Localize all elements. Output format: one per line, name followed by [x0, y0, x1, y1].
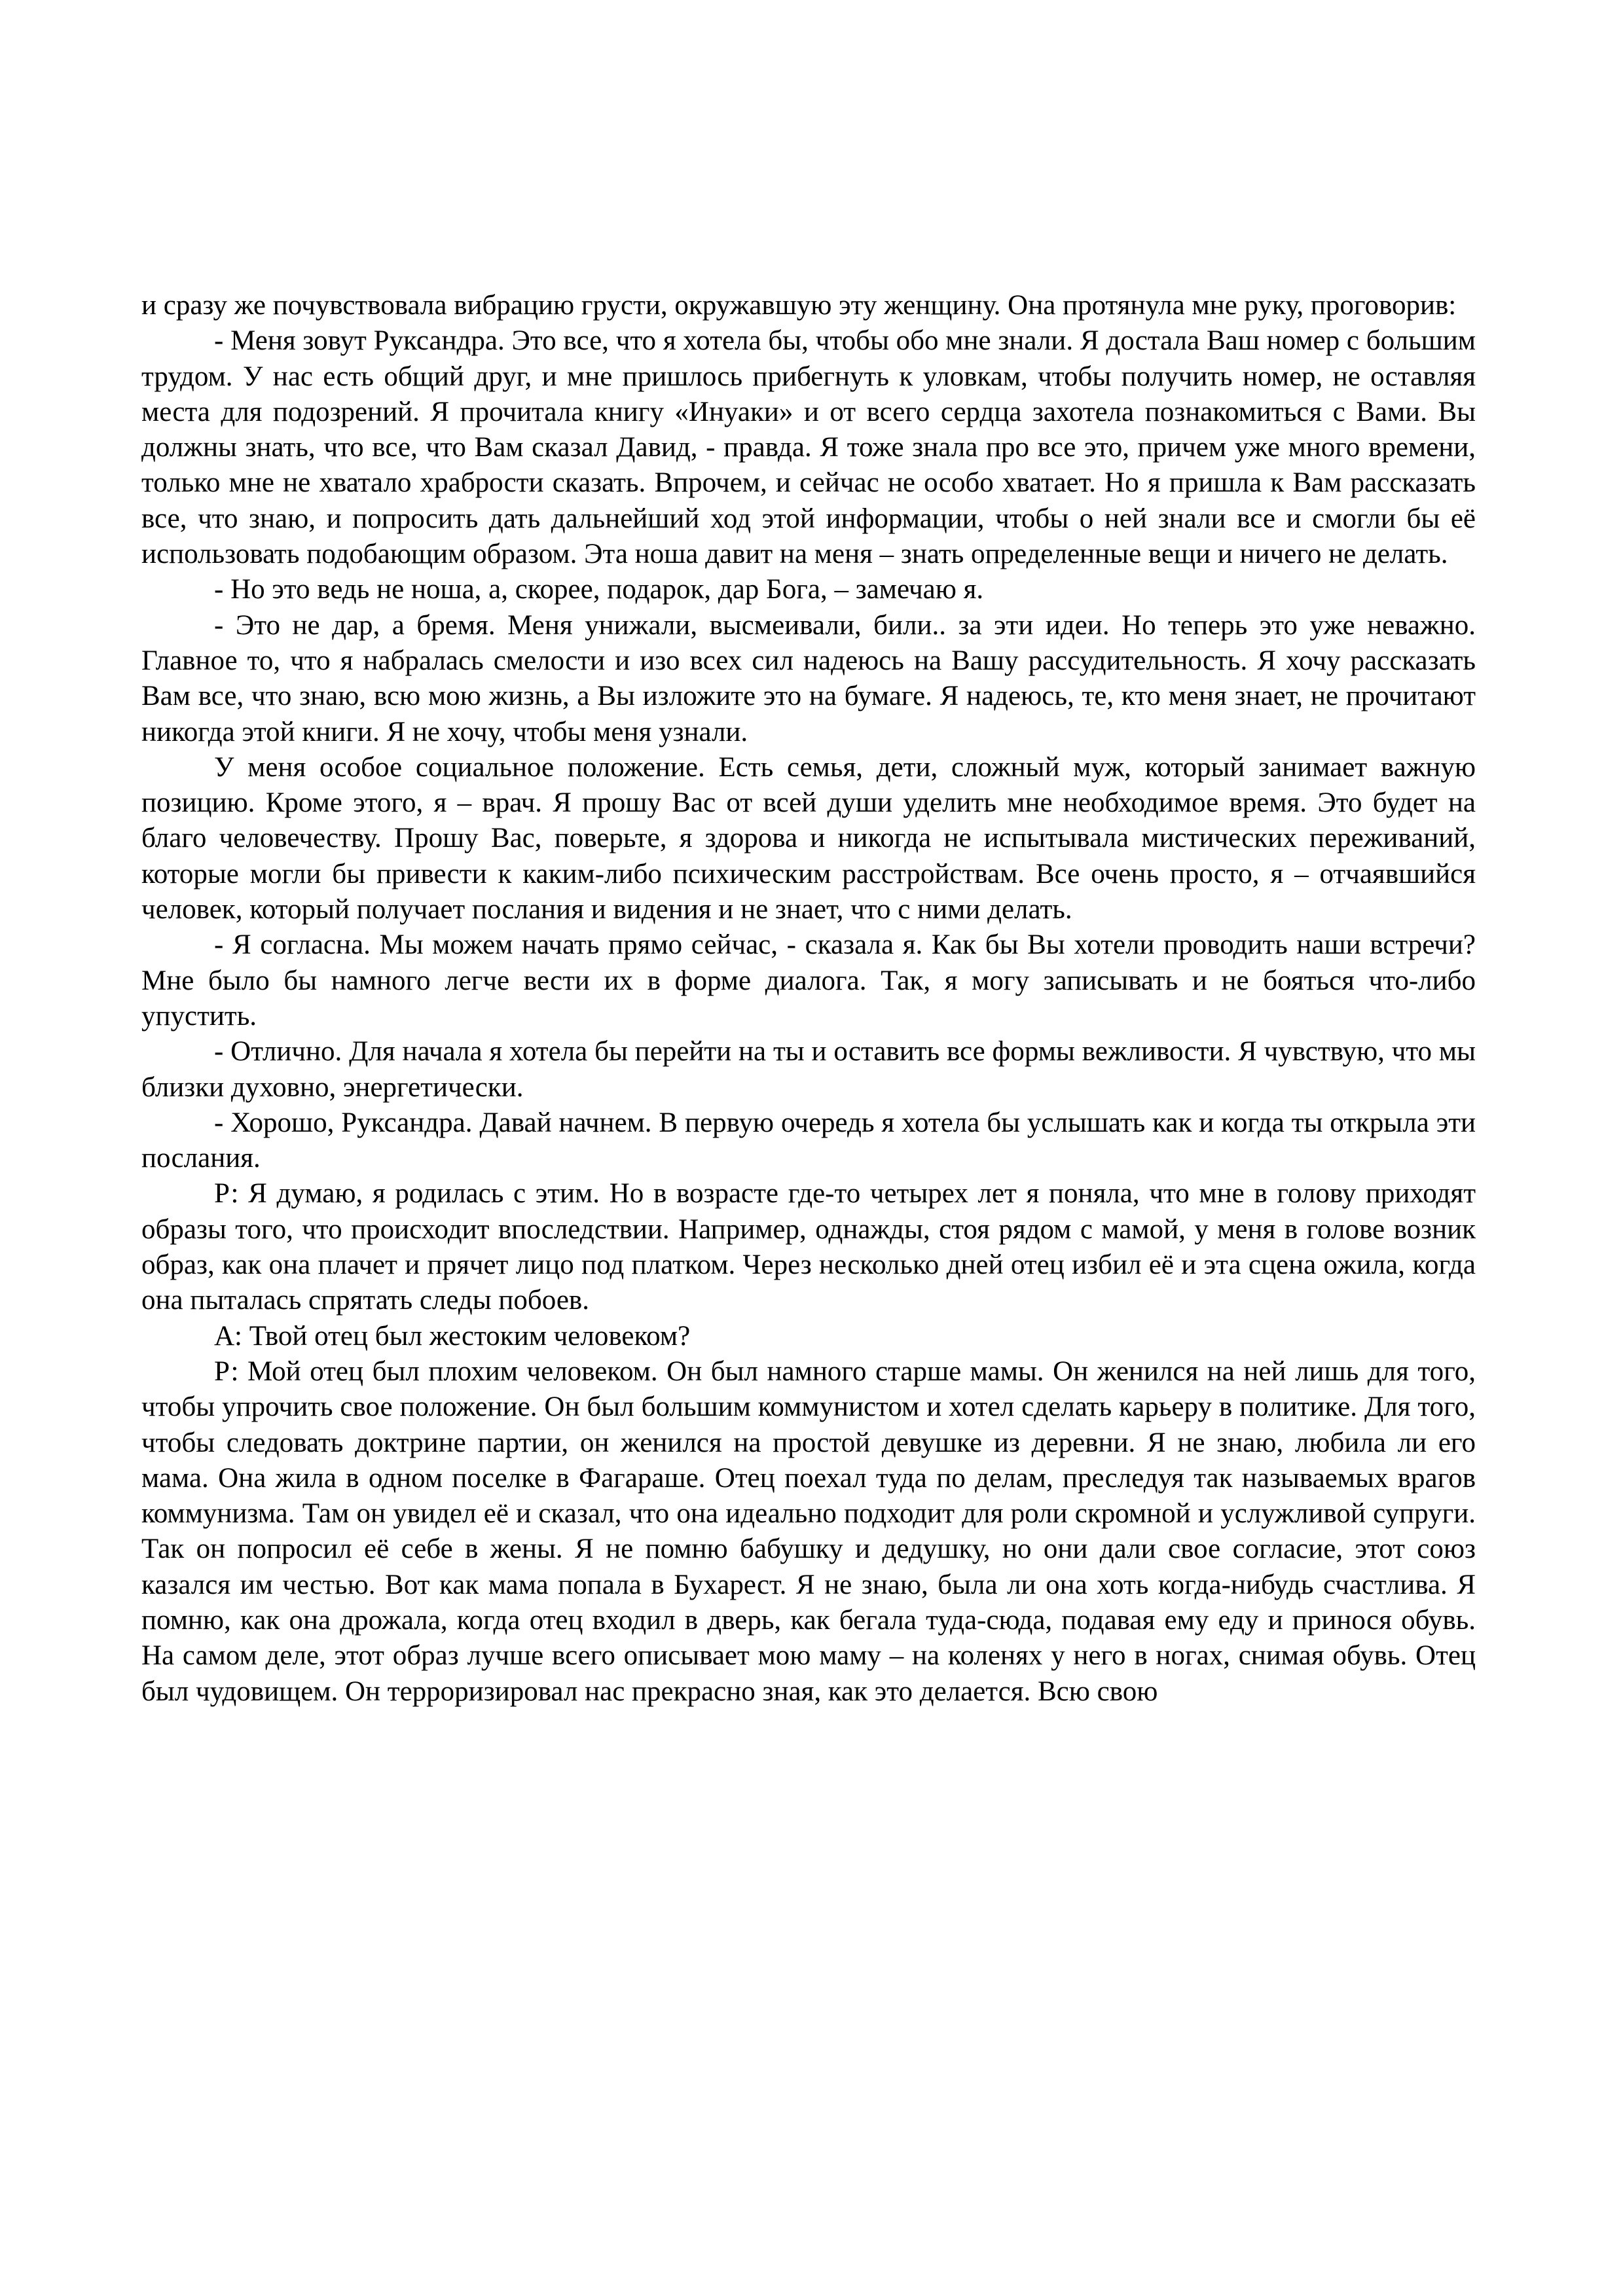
paragraph-2: - Меня зовут Руксандра. Это все, что я хотела бы, чтобы обо мне знали. Я достала Ваш номер с большим трудом. У нас есть общий друг, и мне пришлось прибегнуть к уловкам, чтобы получить номер, не оставляя места для подозрений. Я прочитала книгу «Инуаки» и от всего сердца захотела познакомиться с Вами. Вы должны знать, что все, что Вам сказал Давид, - правда. Я тоже знала про все это, причем уже много времени, только мне не хватало храбрости сказать. Впрочем, и сейчас не особо хватает. Но я пришла к Вам рассказать все, что знаю, и попросить дать дальнейший ход этой информации, чтобы о ней знали все и смогли бы её использовать подобающим образом. Эта ноша давит на меня – знать определенные вещи и ничего не делать. — [141, 325, 1476, 570]
paragraph-5: У меня особое социальное положение. Есть семья, дети, сложный муж, который занимает важную позицию. Кроме этого, я – врач. Я прошу Вас от всей души уделить мне необходимое время. Это будет на благо человечеству. Прошу Вас, поверьте, я здорова и никогда не испытывала мистических переживаний, которые могли бы привести к каким-либо психическим расстройствам. Все очень просто, я – отчаявшийся человек, который получает послания и видения и не знает, что с ними делать. — [141, 751, 1476, 925]
paragraph-8: - Хорошо, Руксандра. Давай начнем. В первую очередь я хотела бы услышать как и когда ты открыла эти послания. — [141, 1107, 1476, 1174]
paragraph-10: А: Твой отец был жестоким человеком? — [214, 1320, 691, 1352]
paragraph-4: - Это не дар, а бремя. Меня унижали, высмеивали, били.. за эти идеи. Но теперь это уже неважно. Главное то, что я набралась смелости и изо всех сил надеюсь на Вашу рассудительность. Я хочу рассказать Вам все, что знаю, всю мою жизнь, а Вы изложите это на бумаге. Я надеюсь, те, кто меня знает, не прочитают никогда этой книги. Я не хочу, чтобы меня узнали. — [141, 609, 1476, 747]
paragraph-3: - Но это ведь не ноша, а, скорее, подарок, дар Бога, – замечаю я. — [214, 574, 984, 605]
paragraph-7: - Отлично. Для начала я хотела бы перейти на ты и оставить все формы вежливости. Я чувствую, что мы близки духовно, энергетически. — [141, 1036, 1476, 1103]
paragraph-6: - Я согласна. Мы можем начать прямо сейчас, - сказала я. Как бы Вы хотели проводить наши встречи? Мне было бы намного легче вести их в форме диалога. Так, я могу записывать и не бояться что-либо упустить. — [141, 929, 1476, 1031]
paragraph-11: Р: Мой отец был плохим человеком. Он был намного старше мамы. Он женился на ней лишь для того, чтобы упрочить свое положение. Он был большим коммунистом и хотел сделать карьеру в политике. Для того, чтобы следовать доктрине партии, он женился на простой девушке из деревни. Я не знаю, любила ли его мама. Она жила в одном поселке в Фагараше. Отец поехал туда по делам, преследуя так называемых врагов коммунизма. Там он увидел её и сказал, что она идеально подходит для роли скромной и услужливой супруги. Так он попросил её себе в жены. Я не помню бабушку и дедушку, но они дали свое согласие, этот союз казался им честью. Вот как мама попала в Бухарест. Я не знаю, была ли она хоть когда-нибудь счастлива. Я помню, как она дрожала, когда отец входил в дверь, как бегала туда-сюда, подавая ему еду и принося обувь. На самом деле, этот образ лучше всего описывает мою маму – на коленях у него в ногах, снимая обувь. Отец был чудовищем. Он терроризировал нас прекрасно зная, как это делается. Всю свою — [141, 1355, 1476, 1707]
paragraph-9: Р: Я думаю, я родилась с этим. Но в возрасте где-то четырех лет я поняла, что мне в голову приходят образы того, что происходит впоследствии. Например, однажды, стоя рядом с мамой, у меня в голове возник образ, как она плачет и прячет лицо под платком. Через несколько дней отец избил её и эта сцена ожила, когда она пыталась спрятать следы побоев. — [141, 1178, 1476, 1316]
paragraph-1: и сразу же почувствовала вибрацию грусти, окружавшую эту женщину. Она протянула мне руку, проговорив: — [141, 290, 1457, 321]
body-text — [141, 288, 1476, 1710]
